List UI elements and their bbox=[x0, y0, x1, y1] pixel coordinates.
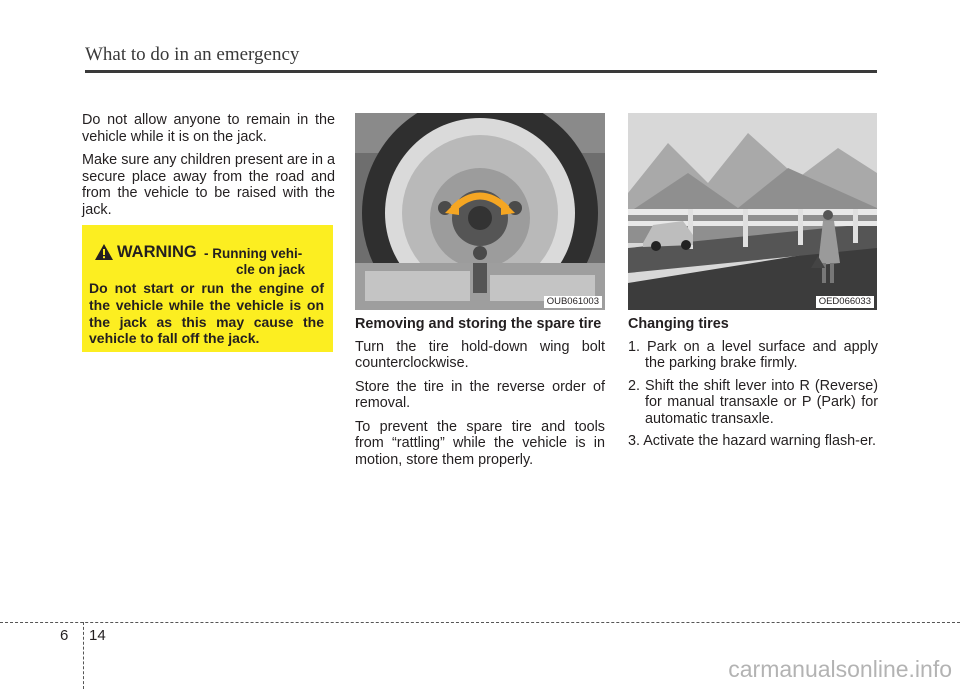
step-item: 3. Activate the hazard warning flash-er. bbox=[628, 433, 876, 449]
paragraph-store-tire: Store the tire in the reverse order of removal. bbox=[355, 378, 605, 411]
footer-divider bbox=[83, 622, 84, 689]
warning-body: Do not start or run the engine of the vehicle while the vehicle is on the jack as this may cause the vehicle to fall off the jack. bbox=[89, 280, 324, 347]
middle-column bbox=[355, 316, 605, 475]
warning-subtitle-line1: - Running vehi- bbox=[204, 246, 303, 261]
spare-tire-photo bbox=[355, 113, 605, 310]
paragraph-wing-bolt: Turn the tire hold-down wing bolt counterclockwise. bbox=[355, 338, 605, 371]
paragraph-jack-caution: Do not allow anyone to remain in the vehicle while it is on the jack. bbox=[82, 112, 335, 145]
roadside-illustration bbox=[628, 113, 877, 310]
paragraph-children-caution: Make sure any children present are in a secure place away from the road and from the vehicle to be raised with the jack. bbox=[82, 152, 335, 218]
page-number: 14 bbox=[89, 627, 106, 644]
spare-tire-illustration bbox=[355, 113, 605, 310]
step-item: 2. Shift the shift lever into R (Reverse) for manual transaxle or P (Park) for automatic transaxle. bbox=[628, 377, 878, 427]
roadside-photo bbox=[628, 113, 877, 310]
section-number: 6 bbox=[60, 627, 69, 644]
section-heading-spare-tire: Removing and storing the spare tire bbox=[355, 316, 602, 332]
paragraph-rattling: To prevent the spare tire and tools from “rattling” while the vehicle is in motion, store them properly. bbox=[355, 418, 605, 468]
page-header-title: What to do in an emergency bbox=[85, 44, 300, 65]
warning-box bbox=[82, 225, 333, 352]
header-rule bbox=[85, 70, 877, 73]
footer-rule bbox=[0, 622, 960, 623]
section-heading-changing-tires: Changing tires bbox=[628, 316, 729, 332]
warning-word: WARNING bbox=[117, 243, 197, 261]
watermark: carmanualsonline.info bbox=[728, 656, 952, 682]
left-column bbox=[82, 112, 335, 225]
warning-triangle-icon bbox=[95, 244, 113, 260]
warning-subtitle-line2: cle on jack bbox=[236, 262, 306, 277]
right-column bbox=[628, 316, 878, 456]
figure-code: OED066033 bbox=[816, 296, 874, 308]
step-item: 1. Park on a level surface and apply the parking brake firmly. bbox=[628, 338, 878, 371]
figure-code: OUB061003 bbox=[544, 296, 602, 308]
